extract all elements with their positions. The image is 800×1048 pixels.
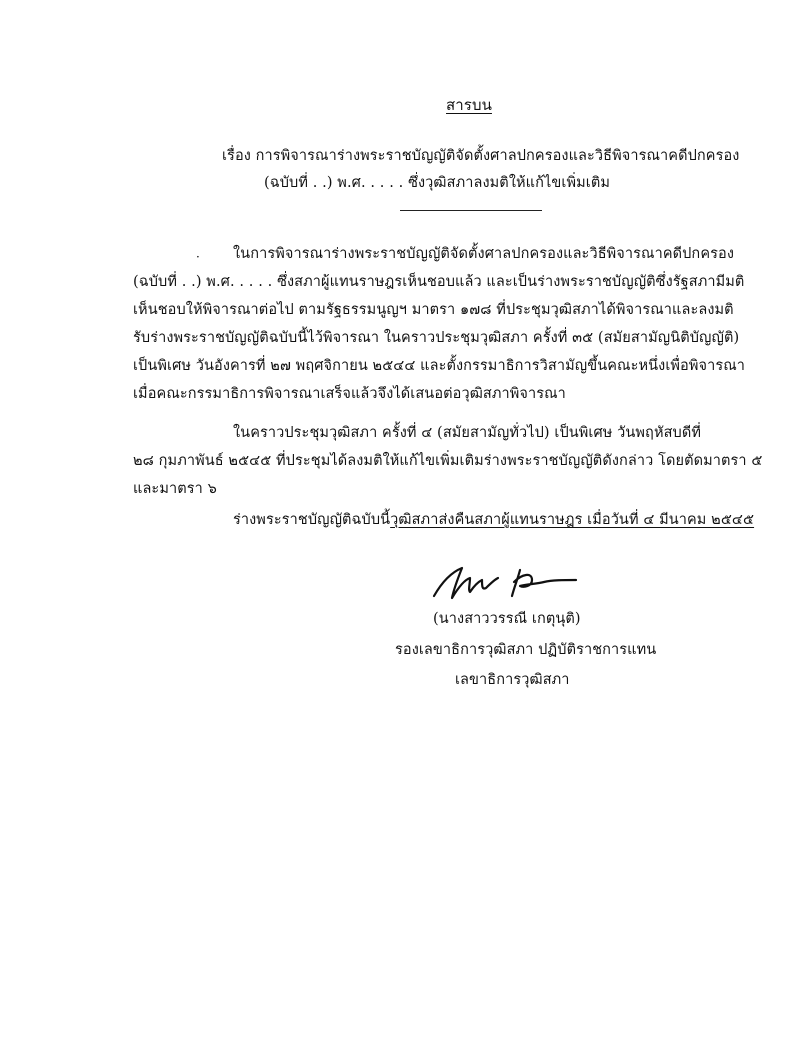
paragraph1-line-3: เห็นชอบให้พิจารณาต่อไป ตามรัฐธรรมนูญฯ มาตรา ๑๗๘ ที่ประชุมวุฒิสภาได้พิจารณาและลงมติ — [133, 302, 734, 318]
paragraph1-line-2: (ฉบับที่ . .) พ.ศ. . . . . ซึ่งสภาผู้แทนราษฎรเห็นชอบแล้ว และเป็นร่างพระราชบัญญัติซึ่งรัฐสภามีมติ — [133, 274, 745, 290]
paragraph2-line-3: และมาตรา ๖ — [133, 481, 217, 497]
separator-rule — [400, 210, 542, 211]
handwritten-signature — [428, 560, 588, 604]
paragraph1-line-1: ในการพิจารณาร่างพระราชบัญญัติจัดตั้งศาลปกครองและวิธีพิจารณาคดีปกครอง — [233, 246, 734, 262]
paragraph2-line-2: ๒๘ กุมภาพันธ์ ๒๕๔๕ ที่ประชุมได้ลงมติให้แก้ไขเพิ่มเติมร่างพระราชบัญญัติดังกล่าว โดยตัดมาตรา ๕ — [133, 453, 763, 469]
paragraph1-line-4: รับร่างพระราชบัญญัติฉบับนี้ไว้พิจารณา ในคราวประชุมวุฒิสภา ครั้งที่ ๓๕ (สมัยสามัญนิติบัญญัติ) — [133, 330, 740, 346]
paragraph3-underlined: วุฒิสภาส่งคืนสภาผู้แทนราษฎร เมื่อวันที่ ๔ มีนาคม ๒๕๔๕ — [390, 512, 755, 528]
signatory-position-line-2: เลขาธิการวุฒิสภา — [455, 672, 570, 688]
signatory-name: (นางสาววรรณี เกตุนุติ) — [433, 611, 581, 627]
subject-line-1: เรื่อง การพิจารณาร่างพระราชบัญญัติจัดตั้งศาลปกครองและวิธีพิจารณาคดีปกครอง — [222, 148, 740, 164]
document-title: สารบน — [446, 96, 492, 114]
paragraph1-line-6: เมื่อคณะกรรมาธิการพิจารณาเสร็จแล้วจึงได้เสนอต่อวุฒิสภาพิจารณา — [133, 386, 566, 402]
paragraph3-line — [233, 510, 754, 530]
paragraph2-line-1: ในคราวประชุมวุฒิสภา ครั้งที่ ๔ (สมัยสามัญทั่วไป) เป็นพิเศษ วันพฤหัสบดีที่ — [233, 425, 702, 441]
paragraph3-prefix: ร่างพระราชบัญญัติฉบับนี้ — [233, 512, 391, 528]
subject-line-2: (ฉบับที่ . .) พ.ศ. . . . . ซึ่งวุฒิสภาลงมติให้แก้ไขเพิ่มเติม — [264, 175, 610, 191]
paragraph1-line-5: เป็นพิเศษ วันอังคารที่ ๒๗ พฤศจิกายน ๒๕๔๔ และตั้งกรรมาธิการวิสามัญขึ้นคณะหนึ่งเพื่อพิจารณา — [133, 358, 746, 374]
stray-mark: · — [196, 250, 200, 264]
signatory-position-line-1: รองเลขาธิการวุฒิสภา ปฏิบัติราชการแทน — [395, 642, 657, 658]
